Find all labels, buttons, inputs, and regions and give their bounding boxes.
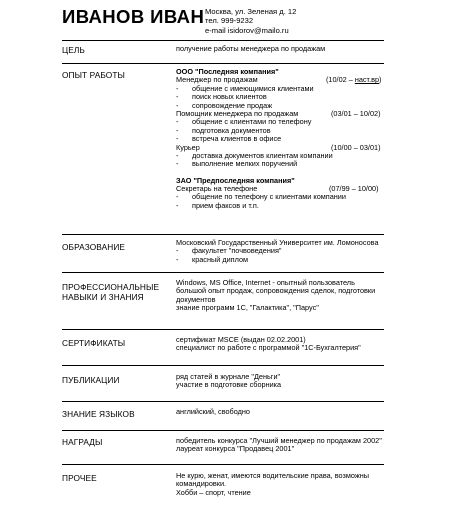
section-title: НАВЫКИ И ЗНАНИЯ	[62, 292, 144, 302]
divider	[62, 464, 384, 465]
address-text: Москва, ул. Зеленая д. 12	[205, 7, 297, 16]
divider	[62, 430, 384, 431]
divider	[62, 234, 384, 235]
contact-info	[205, 7, 296, 35]
section-title: ПРОЧЕЕ	[62, 473, 97, 483]
job-position: Курьер	[176, 142, 200, 152]
company-name: ООО "Последняя компания"	[176, 67, 279, 76]
resume-name: ИВАНОВ ИВАН	[62, 6, 205, 27]
job-position: Секретарь на телефоне	[176, 184, 258, 194]
section-title: СЕРТИФИКАТЫ	[62, 338, 126, 348]
education-content: Московский Государственный Университет им. Ломоносова - факультет "почвоведения" - красный диплом	[176, 239, 388, 264]
list-item: - общение с имеющимися клиентами	[176, 83, 314, 93]
list-item: - факультет "почвоведения"	[176, 246, 282, 256]
job-position: Помощник менеджера по продажам	[176, 108, 299, 118]
list-item: - встреча клиентов в офисе	[176, 134, 282, 144]
date-link[interactable]: наст.вр	[354, 75, 380, 85]
divider	[62, 365, 384, 366]
section-title: ПУБЛИКАЦИИ	[62, 375, 120, 385]
divider	[62, 63, 384, 64]
email-text[interactable]: e-mail isidorov@mailo.ru	[205, 25, 289, 35]
list-item: - общение по телефону с клиентами компании	[176, 192, 346, 202]
experience-content	[176, 68, 388, 210]
goal-text: получение работы менеджера по продажам	[176, 44, 326, 53]
divider	[62, 401, 384, 402]
list-item: - сопровождение продаж	[176, 100, 273, 110]
job-dates: (03/01 – 10/02)	[331, 108, 381, 118]
skills-content: Windows, MS Office, Internet - опытный пользователь большой опыт продаж, сопровождения сделок, подготовки документов знание программ 1С, "Галактика", "Парус"	[176, 278, 376, 313]
list-item: - поиск новых клиентов	[176, 92, 267, 102]
divider	[62, 272, 384, 273]
list-item: - прием факсов и т.п.	[176, 200, 259, 210]
job-dates: (07/99 – 10/00)	[329, 184, 379, 194]
divider	[62, 329, 384, 330]
section-title: ОПЫТ РАБОТЫ	[62, 70, 125, 80]
section-title: НАГРАДЫ	[62, 437, 103, 447]
other-content: Не курю, женат, имеются водительские права, возможны командировки. Хобби – спорт, чтение	[176, 471, 369, 497]
list-item: - подготовка документов	[176, 125, 271, 135]
list-item: - доставка документов клиентам компании	[176, 150, 333, 160]
languages-content: английский, свободно	[176, 407, 250, 416]
section-title: ЗНАНИЕ ЯЗЫКОВ	[62, 409, 135, 419]
list-item: - общение с клиентами по телефону	[176, 117, 312, 127]
list-item: - выполнение мелких поручений	[176, 159, 298, 169]
section-title: ОБРАЗОВАНИЕ	[62, 242, 126, 252]
certificates-content: сертификат MSCE (выдан 02.02.2001) специалист по работе с программой "1С-Бухгалтерия"	[176, 335, 361, 353]
list-item: - красный диплом	[176, 254, 249, 264]
company-name: ЗАО "Предпоследняя компания"	[176, 175, 295, 185]
phone-text: тел. 999-9232	[205, 16, 254, 26]
job-dates: (10/00 – 03/01)	[331, 142, 381, 152]
job-position: Менеджер по продажам	[176, 75, 258, 85]
divider	[62, 40, 384, 41]
section-title: ПРОФЕССИОНАЛЬНЫЕ	[62, 282, 160, 292]
section-title: ЦЕЛЬ	[62, 45, 85, 55]
awards-content: победитель конкурса "Лучший менеджер по продажам 2002" лауреат конкурса "Продавец 2001"	[176, 436, 382, 454]
publications-content: ряд статей в журнале "Деньги" участие в подготовке сборника	[176, 372, 282, 390]
job-dates: (10/02 – наст.вр)	[326, 75, 382, 85]
